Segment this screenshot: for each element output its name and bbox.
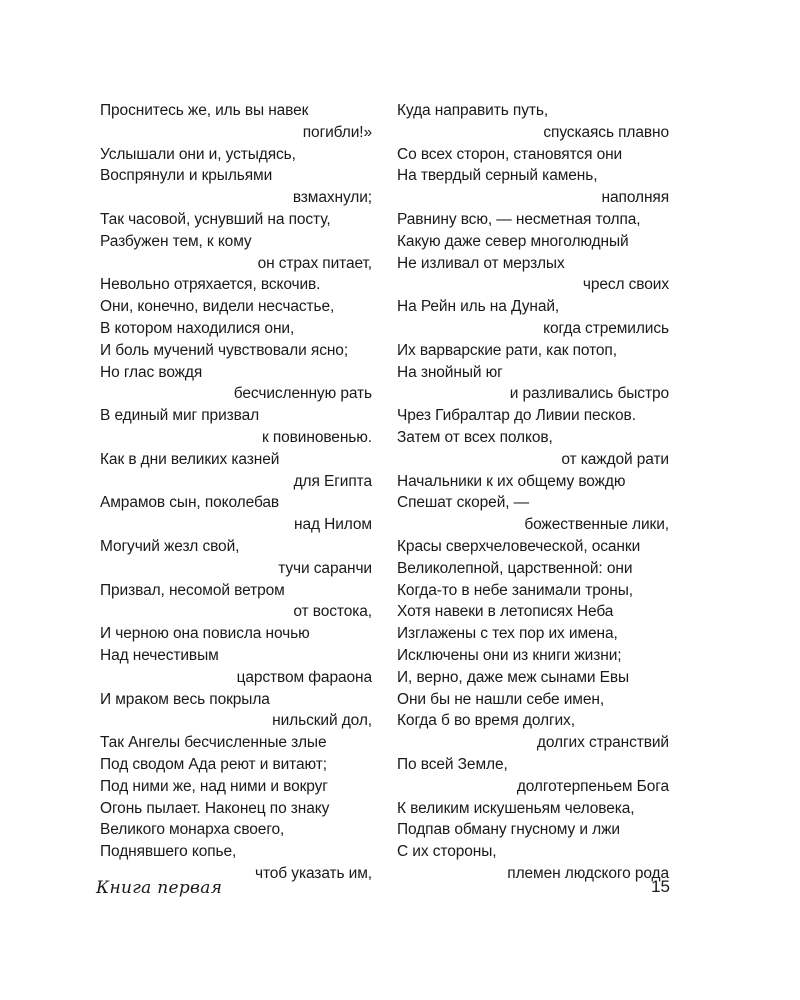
poem-line: наполняя	[601, 189, 669, 207]
poem-line: Они, конечно, видели несчастье,	[100, 298, 335, 316]
poem-line: Со всех сторон, становятся они	[397, 145, 623, 163]
poem-line: Чрез Гибралтар до Ливии песков.	[397, 407, 636, 425]
poem-line: Они бы не нашли себе имен,	[397, 690, 605, 708]
poem-line: погибли!»	[302, 123, 372, 141]
poem-line: чтоб указать им,	[254, 864, 372, 882]
poem-line: Когда б во время долгих,	[397, 712, 575, 730]
poem-line: И мраком весь покрыла	[100, 690, 270, 708]
poem-line: Начальники к их общему вождю	[397, 472, 626, 490]
page-number: 15	[651, 877, 670, 896]
poem-line: Так Ангелы бесчисленные злые	[100, 734, 327, 752]
poem-line: бесчисленную рать	[233, 385, 372, 403]
poem-line: В котором находилися они,	[100, 319, 295, 337]
poem-line: На знойный юг	[397, 363, 503, 381]
poem-line: Когда-то в небе занимали троны,	[397, 581, 633, 599]
poem-line: когда стремились	[543, 319, 669, 337]
poem-line: И боль мучений чувствовали ясно;	[100, 341, 349, 359]
poem-line: и разливались быстро	[509, 385, 669, 403]
running-footer-book-title: Книга первая	[96, 878, 223, 898]
poem-line: Услышали они и, устыдясь,	[100, 145, 296, 163]
poem-line: Разбужен тем, к кому	[100, 232, 252, 250]
poem-line: Изглажены с тех пор их имена,	[397, 625, 618, 643]
poem-line: нильский дол,	[272, 712, 372, 730]
poem-line: Амрамов сын, поколебав	[100, 494, 280, 512]
poem-line: царством фараона	[236, 668, 372, 686]
poem-line: долгих странствий	[536, 734, 669, 752]
poem-line: И черною она повисла ночью	[100, 625, 310, 643]
poem-line: Красы сверхчеловеческой, осанки	[397, 537, 641, 555]
poem-line: Как в дни великих казней	[100, 450, 280, 468]
poem-line: для Египта	[293, 472, 372, 490]
poem-line: К великим искушеньям человека,	[397, 799, 635, 817]
poem-line: По всей Земле,	[397, 755, 508, 773]
poem-line: Призвал, несомой ветром	[100, 581, 285, 599]
poem-line: Великого монарха своего,	[100, 821, 285, 839]
poem-line: взмахнули;	[292, 189, 372, 207]
poem-line: Спешат скорей, —	[397, 494, 530, 512]
poem-line: Куда направить путь,	[397, 102, 549, 119]
poem-line: Не изливал от мерзлых	[397, 254, 565, 272]
poem-line: Великолепной, царственной: они	[397, 559, 633, 577]
poem-line: к повиновенью.	[261, 428, 372, 446]
poem-line: Равнину всю, — несметная толпа,	[397, 210, 641, 228]
poem-line: Над нечестивым	[100, 646, 219, 664]
poem-line: Воспрянули и крыльями	[100, 167, 273, 185]
poem-line: В единый миг призвал	[100, 407, 260, 425]
poem-line: Невольно отряхается, вскочив.	[100, 276, 321, 294]
poem-line: от каждой рати	[561, 450, 669, 468]
poem-line: тучи саранчи	[278, 559, 372, 577]
poem-line: Под ними же, над ними и вокруг	[100, 777, 328, 795]
poem-line: С их стороны,	[397, 843, 497, 861]
poem-line: божественные лики,	[524, 516, 669, 534]
poem-line: Проснитесь же, иль вы навек	[100, 102, 309, 119]
poem-line: На Рейн иль на Дунай,	[397, 298, 560, 316]
poem-column-right	[397, 100, 669, 885]
poem-line: Исключены они из книги жизни;	[397, 646, 622, 664]
poem-line: Под сводом Ада реют и витают;	[100, 755, 327, 773]
poem-line: Затем от всех полков,	[397, 428, 553, 446]
poem-line: Подпав обману гнусному и лжи	[397, 821, 620, 839]
poem-line: Хотя навеки в летописях Неба	[397, 603, 614, 621]
poem-line: чресл своих	[582, 276, 669, 294]
poem-line: Огонь пылает. Наконец по знаку	[100, 799, 330, 817]
poem-line: племен людского рода	[507, 864, 669, 882]
poem-line: над Нилом	[294, 516, 372, 534]
poem-line: Но глас вождя	[100, 363, 203, 381]
poem-line: долготерпеньем Бога	[516, 777, 669, 795]
poem-line: он страх питает,	[257, 254, 372, 272]
poem-line: На твердый серный камень,	[397, 167, 598, 185]
poem-line: спускаясь плавно	[543, 123, 669, 141]
poem-line: И, верно, даже меж сынами Евы	[397, 668, 630, 686]
poem-line: Так часовой, уснувший на посту,	[100, 210, 331, 228]
poem-line: Какую даже север многолюдный	[397, 232, 629, 250]
poem-line: от востока,	[293, 603, 372, 621]
poem-column-left	[100, 100, 372, 885]
poem-line: Могучий жезл свой,	[100, 537, 240, 555]
poem-line: Их варварские рати, как потоп,	[397, 341, 617, 359]
poem-line: Поднявшего копье,	[100, 843, 237, 861]
